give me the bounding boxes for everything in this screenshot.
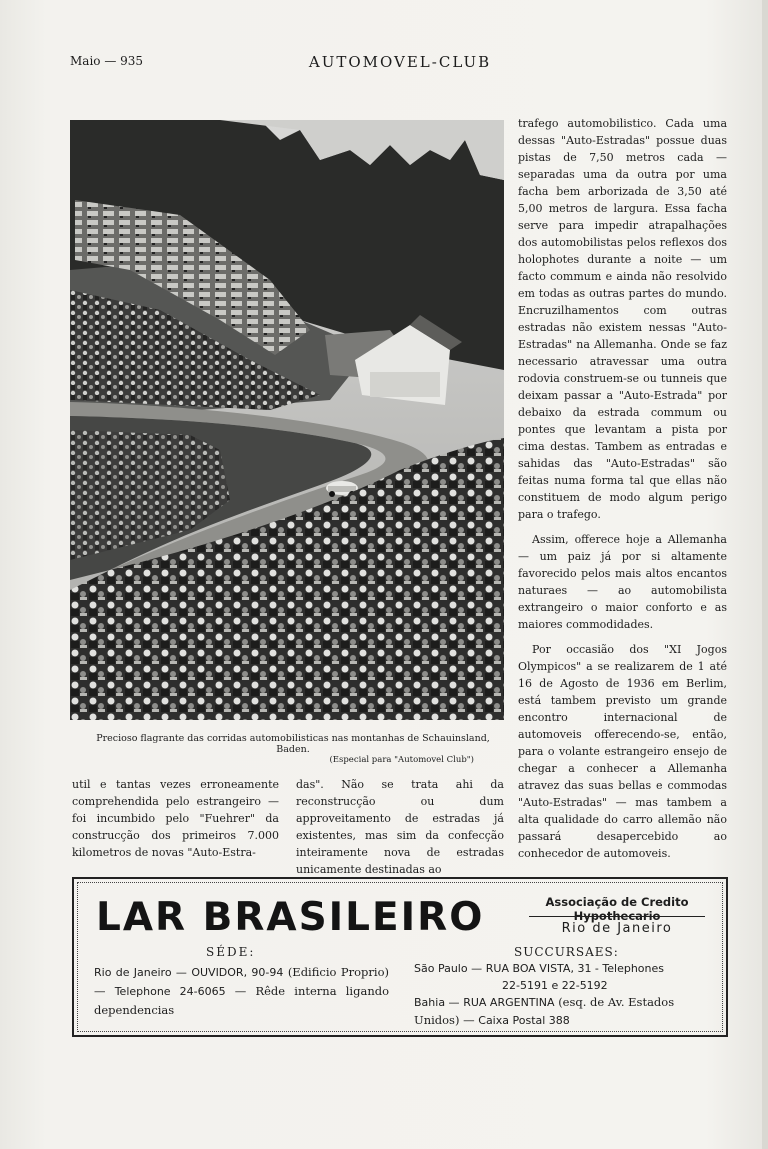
photo-credit: (Especial para "Automovel Club") [329,755,474,765]
article-paragraph: util e tantas vezes erroneamente comprehendida pelo estrangeiro — foi incumbido pelo "Fuehrer" da construcção dos primeiros 7.000 kilometros de novas "Auto-Estra- [72,778,279,859]
hq-city: Rio de Janeiro — [94,966,187,979]
article-paragraph: trafego automobilistico. Cada uma dessas "Auto-Estradas" possue duas pistas de 7,50 metros cada — separadas uma da outra por uma facha bem arborizada de 3,50 até 5,00 metros de largura. Essa facha serve para impedir atrapalhações dos automobilistas pelos reflexos dos holophotes durante a noite — um facto commum e ainda não resolvido em todas as outras partes do mundo. Encruzilhamentos com outras estradas não existem nessas "Auto-Estradas" na Allemanha. Onde se faz necessario atravessar uma outra rodovia construem-se ou tunneis que deixam passar a "Auto-Estrada" por debaixo da estrada commum ou pontes que levantam a pista por cima destas. Tambem as entradas e sahidas das "Auto-Estradas" são feitas numa forma tal que ellas não constituem de modo algum perigo para o trafego. [518,117,727,521]
page-number: Maio — 935 [70,54,144,68]
ad-association: Associação de Credito Hypothecario [545,895,689,923]
ad-headquarters [94,963,389,1019]
race-photo-illustration [70,120,504,720]
article-paragraph: Por occasião dos "XI Jogos Olympicos" a se realizarem de 1 até 16 de Agosto de 1936 em Berlim, está tambem previsto um grande encontro internacional de automoveis offerecendo-se, então, para o volante estrangeiro ensejo de chegar a conhecer a Allemanha atravez das suas bellas e commodas "Auto-Estradas" — mas tambem a alta qualidade do carro allemão não passará desapercebido ao conhecedor de automoveis. [518,643,727,860]
ad-branches [414,960,714,1029]
branch-ba-street: RUA ARGENTINA [463,996,555,1009]
page-edge [762,0,768,1149]
race-photograph [70,120,504,720]
hq-tail: — Rêde interna ligando dependencias [94,984,390,1017]
caption-text: Precioso flagrante das corridas automobilisticas nas montanhas de Schauinsland, Baden. [96,733,490,755]
branch-sp-city: São Paulo — [414,962,483,975]
ad-divider [529,916,705,917]
ad-sede-heading: SÉDE: [206,945,256,959]
hq-note: (Edificio Proprio) — [94,965,390,998]
ad-branches-heading: SUCCURSAES: [514,945,619,959]
branch-ba-box: Caixa Postal 388 [478,1013,570,1027]
hq-street: OUVIDOR, 90-94 [191,966,284,979]
branch-ba-note: (esq. de Av. Estados Unidos) — [414,995,675,1027]
hq-phone: Telephone 24-6065 [114,985,226,998]
ad-city: Rio de Janeiro [561,921,673,936]
advertisement-box [72,877,728,1037]
ad-title: LAR BRASILEIRO [96,895,485,940]
branch-sp-street: RUA BOA VISTA, 31 - Telephones [485,962,664,975]
article-bottom-column-left [72,776,279,861]
branch-ba-city: Bahia — [414,996,460,1009]
photo-caption [92,733,494,766]
article-paragraph: das". Não se trata ahi da reconstrucção ou dum approveitamento de estradas já existentes, mas sim da confecção inteiramente nova de estradas unicamente destinadas ao [296,778,504,876]
article-paragraph: Assim, offerece hoje a Allemanha — um paiz já por si altamente favorecido pelos mais altos encantos naturaes — ao automobilista extrangeiro o maior conforto e as maiores commodidades. [518,533,727,631]
article-bottom-column-middle [296,776,504,878]
magazine-title: AUTOMOVEL-CLUB [308,53,492,71]
branch-sp-phones: 22-5191 e 22-5192 [502,978,608,992]
article-right-column [518,115,727,862]
